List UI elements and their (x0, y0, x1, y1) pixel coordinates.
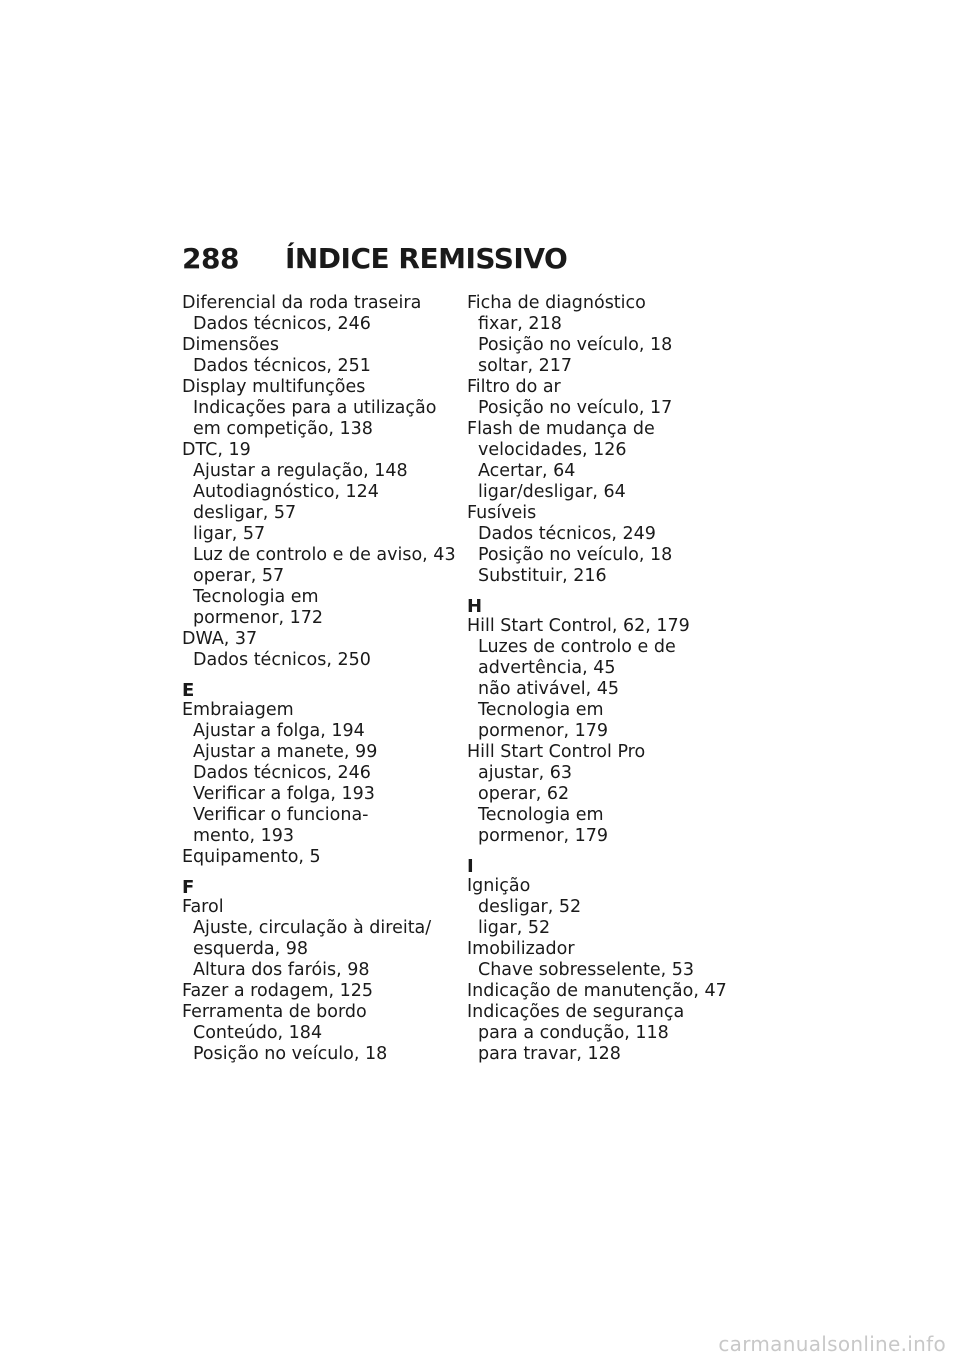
index-subentry: Tecnologia em (478, 805, 604, 825)
index-subentry: Ajuste, circulação à direita/ (193, 918, 432, 938)
index-subentry: Posição no veículo, 18 (478, 335, 673, 355)
index-entry: Indicação de manutenção, 47 (467, 981, 727, 1001)
index-letter-heading: F (182, 877, 195, 898)
index-subentry: Luzes de controlo e de (478, 637, 676, 657)
index-entry: DTC, 19 (182, 440, 251, 460)
page-title: ÍNDICE REMISSIVO (284, 242, 568, 275)
index-subentry: Acertar, 64 (478, 461, 576, 481)
index-subentry: soltar, 217 (478, 356, 572, 376)
index-subentry: Chave sobresselente, 53 (478, 960, 694, 980)
page-number: 288 (182, 242, 239, 275)
index-entry: DWA, 37 (182, 629, 258, 649)
index-subentry: Dados técnicos, 246 (193, 314, 371, 334)
index-subentry: pormenor, 179 (478, 826, 609, 846)
index-subentry: Ajustar a manete, 99 (193, 742, 378, 762)
index-subentry: Autodiagnóstico, 124 (193, 482, 379, 502)
index-subentry: ligar, 57 (193, 524, 266, 544)
index-subentry: desligar, 52 (478, 897, 582, 917)
index-subentry: para a condução, 118 (478, 1023, 669, 1043)
watermark: carmanualsonline.info (718, 1332, 946, 1356)
index-entry: Flash de mudança de (467, 419, 655, 439)
index-entry: Fazer a rodagem, 125 (182, 981, 373, 1001)
index-subentry: Altura dos faróis, 98 (193, 960, 370, 980)
index-subentry: Indicações para a utilização (193, 398, 437, 418)
index-subentry: Conteúdo, 184 (193, 1023, 323, 1043)
index-subentry: operar, 57 (193, 566, 285, 586)
index-entry: Ficha de diagnóstico (467, 293, 646, 313)
index-subentry: Verificar o funciona- (193, 805, 369, 825)
index-entry: Fusíveis (467, 503, 537, 523)
index-subentry: Dados técnicos, 250 (193, 650, 371, 670)
index-entry: Ignição (467, 876, 531, 896)
index-subentry: em competição, 138 (193, 419, 373, 439)
index-letter-heading: E (182, 680, 195, 701)
index-subentry: Posição no veículo, 18 (193, 1044, 388, 1064)
index-subentry: ajustar, 63 (478, 763, 572, 783)
index-subentry: ligar, 52 (478, 918, 551, 938)
index-letter-heading: I (467, 856, 474, 877)
index-subentry: Substituir, 216 (478, 566, 607, 586)
index-subentry: operar, 62 (478, 784, 570, 804)
index-entry: Ferramenta de bordo (182, 1002, 367, 1022)
index-entry: Hill Start Control Pro (467, 742, 646, 762)
index-subentry: fixar, 218 (478, 314, 562, 334)
index-entry: Farol (182, 897, 224, 917)
index-subentry: mento, 193 (193, 826, 295, 846)
index-entry: Embraiagem (182, 700, 294, 720)
index-subentry: Posição no veículo, 17 (478, 398, 673, 418)
index-subentry: Dados técnicos, 251 (193, 356, 371, 376)
index-entry: Dimensões (182, 335, 279, 355)
index-entry: Imobilizador (467, 939, 575, 959)
index-entry: Equipamento, 5 (182, 847, 321, 867)
index-subentry: para travar, 128 (478, 1044, 621, 1064)
index-subentry: Luz de controlo e de aviso, 43 (193, 545, 456, 565)
index-subentry: Tecnologia em (193, 587, 319, 607)
index-subentry: velocidades, 126 (478, 440, 627, 460)
index-column-right (467, 293, 747, 1065)
index-entry: Hill Start Control, 62, 179 (467, 616, 690, 636)
index-subentry: pormenor, 172 (193, 608, 324, 628)
index-entry: Indicações de segurança (467, 1002, 685, 1022)
index-subentry: esquerda, 98 (193, 939, 308, 959)
index-subentry: advertência, 45 (478, 658, 616, 678)
index-subentry: Dados técnicos, 246 (193, 763, 371, 783)
index-subentry: não ativável, 45 (478, 679, 619, 699)
index-subentry: Posição no veículo, 18 (478, 545, 673, 565)
page-header (182, 242, 567, 275)
index-subentry: pormenor, 179 (478, 721, 609, 741)
index-subentry: desligar, 57 (193, 503, 297, 523)
index-subentry: ligar/desligar, 64 (478, 482, 626, 502)
index-subentry: Dados técnicos, 249 (478, 524, 656, 544)
index-subentry: Ajustar a regulação, 148 (193, 461, 408, 481)
index-letter-heading: H (467, 596, 483, 617)
index-subentry: Ajustar a folga, 194 (193, 721, 365, 741)
index-entry: Display multifunções (182, 377, 366, 397)
index-entry: Filtro do ar (467, 377, 561, 397)
index-subentry: Tecnologia em (478, 700, 604, 720)
index-entry: Diferencial da roda traseira (182, 293, 422, 313)
index-subentry: Verificar a folga, 193 (193, 784, 375, 804)
index-column-left (182, 293, 462, 1065)
